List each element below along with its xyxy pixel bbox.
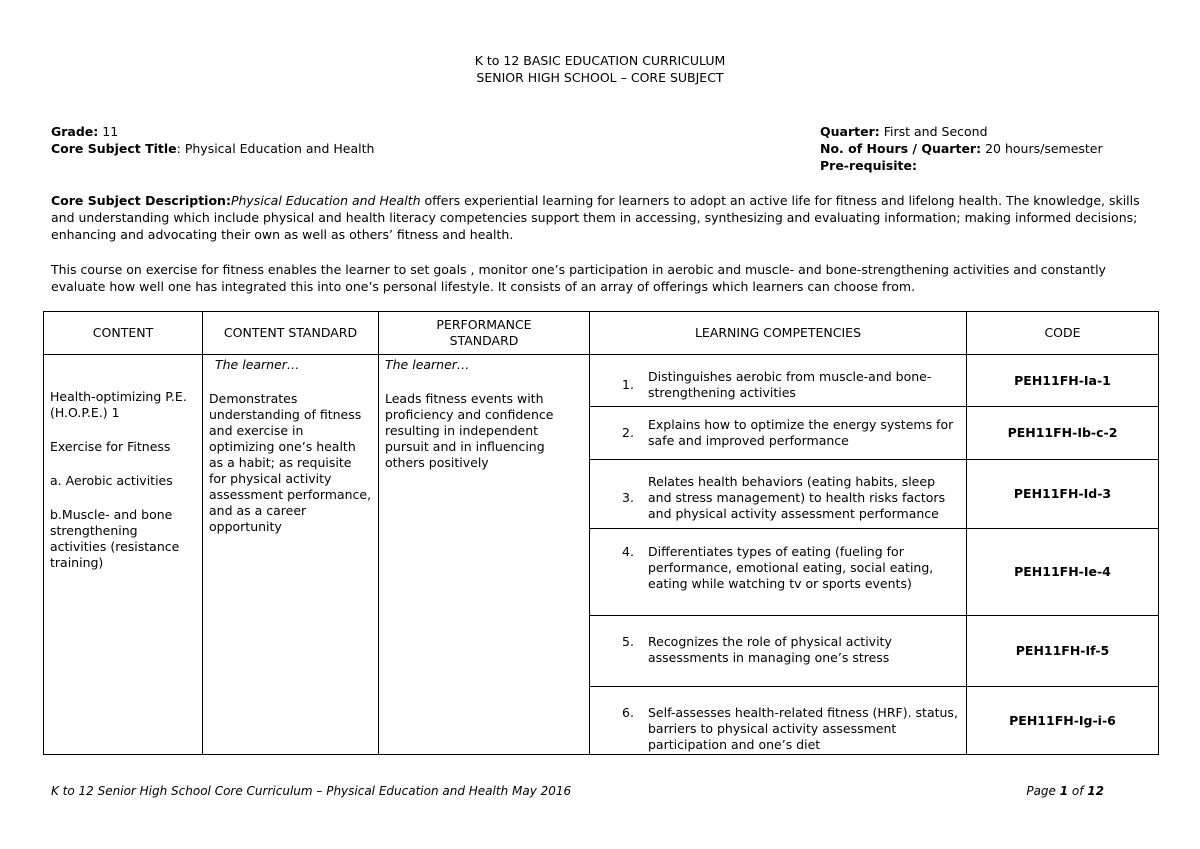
document-subtitle: SENIOR HIGH SCHOOL – CORE SUBJECT	[476, 70, 724, 85]
quarter-label: Quarter:	[820, 124, 880, 139]
competency-text: Explains how to optimize the energy systems for safe and improved performance	[648, 417, 954, 448]
grade-label: Grade:	[51, 124, 99, 139]
hours-info	[820, 140, 1103, 157]
subject-info	[51, 140, 374, 157]
performance-standard-text: Leads fitness events with proficiency and confidence resulting in independent pursuit and in influencing others positively	[385, 391, 554, 470]
page-number: Page 1 of 12	[1026, 784, 1104, 798]
hours-label: No. of Hours / Quarter:	[820, 141, 982, 156]
content-line-2: Exercise for Fitness	[50, 439, 171, 454]
content-line-1: Health-optimizing P.E. (H.O.P.E.) 1	[50, 389, 187, 420]
competency-number: 5.	[622, 634, 634, 649]
competency-text: Distinguishes aerobic from muscle-and bone-strengthening activities	[648, 368, 932, 400]
subject-description	[51, 192, 1161, 243]
competency-cell	[590, 616, 967, 687]
content-standard-intro: The learner…	[215, 357, 300, 372]
description-label: Core Subject Description:	[51, 193, 231, 208]
competency-number: 3.	[622, 490, 634, 505]
footer-title: K to 12 Senior High School Core Curriculum – Physical Education and Health May 2016	[51, 784, 572, 798]
competency-text: Differentiates types of eating (fueling for performance, emotional eating, social eating, eating while watching tv or sports events)	[648, 544, 934, 591]
content-line-4: b.Muscle- and bone strengthening activities (resistance training)	[50, 507, 180, 570]
competency-number: 1.	[622, 376, 634, 392]
curriculum-table	[43, 311, 1159, 755]
description-italic: Physical Education and Health	[230, 193, 421, 208]
competency-cell	[590, 687, 967, 755]
content-standard-text: Demonstrates understanding of fitness and exercise in optimizing one’s health as a habit; as requisite for physical activity assessment performance, and as a career opportunity	[209, 391, 372, 534]
header-code: CODE	[967, 312, 1159, 355]
competency-number: 6.	[622, 705, 634, 720]
subject-label: Core Subject Title	[51, 141, 177, 156]
header-content: CONTENT	[44, 312, 203, 355]
competency-code: PEH11FH-Ig-i-6	[967, 687, 1159, 755]
competency-cell	[590, 407, 967, 460]
competency-code: PEH11FH-If-5	[967, 616, 1159, 687]
header-content-standard: CONTENT STANDARD	[203, 312, 379, 355]
content-standard-cell	[203, 355, 379, 755]
competency-number: 4.	[622, 544, 634, 559]
document-title: K to 12 BASIC EDUCATION CURRICULUM	[474, 53, 726, 68]
quarter-info	[820, 123, 988, 140]
quarter-value: First and Second	[883, 124, 988, 139]
content-cell	[44, 355, 203, 755]
table-header-row	[44, 312, 1159, 355]
grade-value: 11	[102, 124, 119, 139]
header-learning-competencies: LEARNING COMPETENCIES	[590, 312, 967, 355]
course-description: This course on exercise for fitness enables the learner to set goals , monitor one’s participation in aerobic and muscle- and bone-strengthening activities and constantly evaluate how well one has integrated this into one’s personal lifestyle. It consists of an array of offerings which learners can choose from.	[51, 262, 1106, 294]
table-row	[44, 355, 1159, 407]
performance-standard-intro: The learner…	[385, 357, 470, 372]
competency-text: Relates health behaviors (eating habits, sleep and stress management) to health risks factors and physical activity assessment performance	[648, 474, 946, 521]
competency-code: PEH11FH-Ib-c-2	[967, 407, 1159, 460]
grade-info	[51, 123, 118, 140]
page-current: 1	[1059, 784, 1069, 798]
page-total: 12	[1087, 784, 1104, 798]
subject-value: : Physical Education and Health	[176, 141, 375, 156]
header-performance-standard: PERFORMANCE STANDARD	[379, 312, 590, 355]
competency-cell	[590, 460, 967, 529]
competency-code: PEH11FH-Id-3	[967, 460, 1159, 529]
competency-cell	[590, 529, 967, 616]
content-line-3: a. Aerobic activities	[50, 473, 173, 488]
prerequisite-label: Pre-requisite:	[820, 158, 917, 173]
prerequisite-info	[820, 157, 917, 174]
performance-standard-cell	[379, 355, 590, 755]
description-text: offers experiential learning for learners to adopt an active life for fitness and lifelong health. The knowledge, skills and understanding which include physical and health literacy competencies support them in accessing, synthesizing and evaluating information; making informed decisions; enhancing and advocating their own as well as others’ fitness and health.	[51, 193, 1140, 242]
competency-cell	[590, 355, 967, 407]
competency-code: PEH11FH-Ia-1	[967, 355, 1159, 407]
hours-value: 20 hours/semester	[985, 141, 1103, 156]
competency-number: 2.	[622, 425, 634, 440]
competency-code: PEH11FH-Ie-4	[967, 529, 1159, 616]
competency-text: Self-assesses health-related fitness (HRF). status, barriers to physical activity assessment participation and one’s diet	[648, 705, 958, 752]
competency-text: Recognizes the role of physical activity assessments in managing one’s stress	[648, 634, 892, 665]
